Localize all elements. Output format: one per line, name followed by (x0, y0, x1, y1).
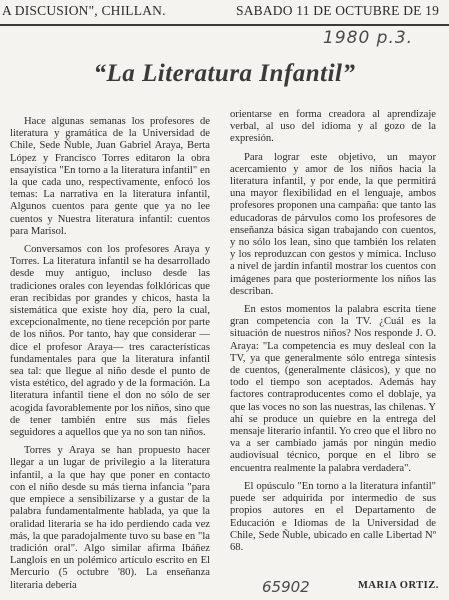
header-rule (0, 24, 449, 26)
header-publication: A DISCUSION", CHILLAN. (2, 3, 166, 18)
handwritten-annotation: 1980 p.3. (323, 28, 414, 48)
paragraph: En estos momentos la palabra escrita tiene gran competencia con la TV. ¿Cuál es la situación de nuestros niños? Nos responde J. O. Araya: "La competencia es muy desleal con la TV, ya que generalmente sólo entrega síntesis de cuentos, (generalmente clásicos), y que no todo el tiempo son aceptados. Además hay factores contraproducentes como el doblaje, ya que las voces no son las nuestras, las chilenas. Y ahí se produce un quiebre en la entrega del mensaje literario infantil. Yo creo que el libro no va a ser cambiado jamás por ningún medio audiovisual técnico, porque en el libro se encuentra realmente la palabra verdadera". (230, 304, 436, 474)
header-date: SABADO 11 DE OCTUBRE DE 19 (236, 3, 440, 18)
paragraph: Torres y Araya se han propuesto hacer llegar a un lugar de privilegio a la literatura infantil, a la que hay que poner en contacto con el niño desde su más tierna infancia "para que empiece a sensibilizarse y a gustar de la palabra fundamentalmente hablada, ya que la oralidad literaria se ha ido perdiendo cada vez más, la que paradojalmente tuvo su base en "la tradición oral". Algo similar afirma Ibáñez Langlois en un polémico artículo escrito en El Mercurio (5 octubre '80). La enseñanza literaria debería (10, 445, 210, 591)
paragraph: orientarse en forma creadora al aprendizaje verbal, al uso del idioma y al gozo de la expresión. (230, 109, 436, 145)
paragraph: Para lograr este objetivo, un mayor acercamiento y amor de los niños hacia la literatura infantil, y por ende, la que permitirá una mayor flexibilidad en el lenguaje, ambos profesores proponen una campaña: que tanto las educadoras de párvulos como los profesores de enseñanza básica sigan trabajando con cuentos, y no sólo los lean, sino que también los relaten y los reproduzcan con gestos y mímica. Incluso a nivel de jardín infantil mostrar los cuentos con imágenes para que posteriormente los niños las describan. (230, 151, 436, 297)
right-column (230, 109, 436, 560)
paragraph: Hace algunas semanas los profesores de literatura y gramática de la Universidad de Chile, Sede Ñuble, Juan Gabriel Araya, Berta López y Francisco Torres editaron la obra ensayística "En torno a la literatura infantil" en la que cada uno, respectivamente, enfocó los temas: La narrativa en la literatura infantil, Algunos cuentos para gente que ya no lee cuentos y Nuestra literatura infantil: cuentos para Marisol. (10, 116, 210, 237)
paragraph: Conversamos con los profesores Araya y Torres. La literatura infantil se ha desarrollado desde muy antiguo, incluso desde las tradiciones orales con leyendas folklóricas que eran recibidas por grandes y chicos, hasta la sistemática que existe hoy día, pero la cual, excepcionalmente, no tiene recepción por parte de los niños. Por tanto, hay que considerar —dice el profesor Araya— tres características fundamentales para que la literatura infantil sea tal: que llegue al niño desde el punto de vista estético, del agrado y de la formación. La literatura infantil tiene el don no sólo de ser acogida favorablemente por los niños, sino que de tener también entre sus más fieles seguidores a aquellos que ya no son tan niños. (10, 244, 211, 439)
archive-stamp: 65902 (262, 578, 310, 596)
article-title: “La Literatura Infantil” (93, 60, 356, 87)
page-header (0, 3, 449, 23)
article-author: MARIA ORTIZ. (358, 580, 439, 591)
left-column (10, 116, 210, 598)
paragraph: El opúsculo "En torno a la literatura infantil" puede ser adquirida por intermedio de sus propios autores en el Departamento de Educación e Idiomas de la Universidad de Chile, Sede Ñuble, ubicado en calle Libertad Nº 68. (230, 480, 436, 553)
